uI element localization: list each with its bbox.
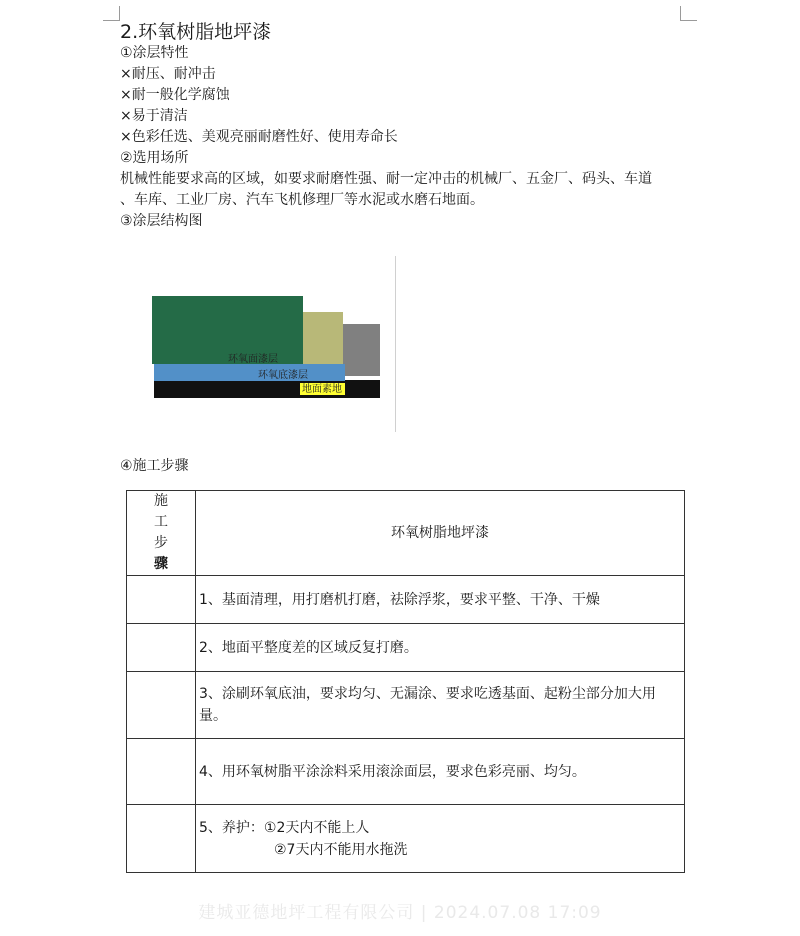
topcoat-label: 环氧面漆层 — [228, 354, 278, 365]
construction-steps-table — [126, 490, 685, 873]
care-step-cell — [196, 805, 685, 873]
step-cell: 2、地面平整度差的区域反复打磨。 — [196, 624, 685, 672]
feature-item: ×耐压、耐冲击 — [120, 66, 216, 82]
structure-title: ③涂层结构图 — [120, 213, 203, 229]
feature-item: ×耐一般化学腐蚀 — [120, 87, 230, 103]
watermark-text: 建城亚德地坪工程有限公司 | 2024.07.08 17:09 — [198, 903, 602, 923]
features-title: ①涂层特性 — [120, 45, 189, 61]
blue-primer-layer — [154, 364, 345, 381]
empty-cell — [127, 672, 196, 739]
feature-item: ×色彩任选、美观亮丽耐磨性好、使用寿命长 — [120, 129, 398, 145]
empty-cell — [127, 739, 196, 805]
table-row — [127, 576, 685, 624]
coating-structure-diagram — [120, 256, 400, 432]
step-cell: 4、用环氧树脂平涂涂料采用滚涂面层，要求色彩亮丽、均匀。 — [196, 739, 685, 805]
primer-label: 环氧底漆层 — [258, 370, 308, 381]
table-header-row — [127, 491, 685, 576]
usage-text-line: 、车库、工业厂房、汽车飞机修理厂等水泥或水磨石地面。 — [120, 192, 484, 208]
step-cell: 3、涂刷环氧底油，要求均匀、无漏涂、要求吃透基面、起粉尘部分加大用量。 — [196, 672, 685, 739]
black-substrate-layer — [154, 380, 380, 398]
empty-cell — [127, 624, 196, 672]
table-row — [127, 805, 685, 873]
figure-edge-line — [395, 256, 396, 432]
table-row — [127, 624, 685, 672]
table-row — [127, 672, 685, 739]
page-corner-mark-left — [103, 6, 120, 21]
empty-cell — [127, 805, 196, 873]
header-char: 步 — [154, 535, 168, 551]
page-corner-mark-right — [680, 6, 697, 21]
empty-cell — [127, 576, 196, 624]
vertical-header-cell — [127, 491, 196, 576]
usage-title: ②选用场所 — [120, 150, 189, 166]
usage-text-line: 机械性能要求高的区域，如要求耐磨性强、耐一定冲击的机械厂、五金厂、码头、车道 — [120, 171, 652, 187]
header-char: 工 — [154, 514, 168, 530]
feature-item: ×易于清洁 — [120, 108, 188, 124]
substrate-label: 地面素地 — [302, 384, 342, 395]
header-char: 骤 — [154, 556, 168, 572]
table-row — [127, 739, 685, 805]
care-line: 5、养护：①2天内不能上人 — [199, 819, 370, 836]
steps-title: ④施工步骤 — [120, 458, 189, 474]
header-char: 施 — [154, 493, 168, 509]
care-line: ②7天内不能用水拖洗 — [274, 841, 408, 858]
header-title-cell: 环氧树脂地坪漆 — [196, 491, 685, 576]
section-heading: 2.环氧树脂地坪漆 — [120, 21, 272, 43]
step-cell: 1、基面清理，用打磨机打磨，祛除浮浆，要求平整、干净、干燥 — [196, 576, 685, 624]
